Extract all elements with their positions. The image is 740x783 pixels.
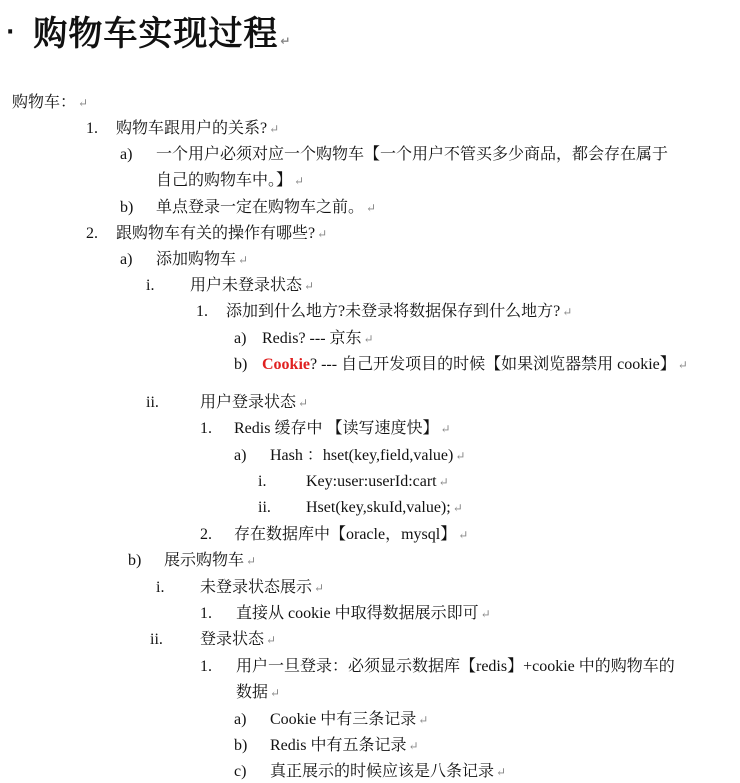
list-item bbox=[200, 524, 468, 546]
list-marker: 1. bbox=[200, 605, 212, 622]
list-item-text: Redis 中有五条记录 bbox=[270, 737, 407, 754]
list-marker: ii. bbox=[150, 631, 163, 648]
list-marker: a) bbox=[234, 711, 247, 728]
list-item bbox=[146, 392, 308, 414]
list-item bbox=[128, 550, 256, 572]
list-marker: i. bbox=[146, 277, 155, 294]
paragraph-mark-icon: ↵ bbox=[294, 174, 305, 188]
list-item-text: 直接从 cookie 中取得数据展示即可 bbox=[236, 605, 479, 622]
list-item bbox=[86, 223, 327, 245]
bullet-icon: · bbox=[6, 20, 16, 45]
paragraph-mark-icon: ↵ bbox=[270, 686, 281, 700]
list-item bbox=[258, 471, 449, 493]
paragraph-mark-icon: ↵ bbox=[496, 765, 507, 779]
list-item bbox=[120, 144, 668, 166]
paragraph-mark-icon: ↵ bbox=[246, 554, 257, 568]
list-item-text: 存在数据库中【oracle，mysql】 bbox=[234, 526, 457, 543]
list-item-text: 自己的购物车中。】 bbox=[156, 172, 293, 189]
paragraph-mark-icon: ↵ bbox=[269, 122, 280, 136]
list-item bbox=[234, 709, 428, 731]
list-marker: c) bbox=[234, 763, 247, 780]
cookie-highlight: Cookie bbox=[262, 356, 310, 373]
paragraph-mark-icon: ↵ bbox=[266, 633, 277, 647]
list-item bbox=[258, 497, 463, 519]
list-marker: a) bbox=[234, 447, 247, 464]
list-item bbox=[196, 301, 572, 323]
list-item-text: ? --- 自己开发项目的时候【如果浏览器禁用 cookie】 bbox=[310, 356, 676, 373]
list-marker: b) bbox=[234, 356, 248, 373]
list-item-text: Redis 缓存中 【读写速度快】 bbox=[234, 420, 439, 437]
list-marker: b) bbox=[120, 199, 134, 216]
paragraph-mark-icon: ↵ bbox=[480, 607, 491, 621]
list-item-text: 添加到什么地方?未登录将数据保存到什么地方? bbox=[226, 303, 561, 320]
list-marker: i. bbox=[156, 579, 165, 596]
list-item bbox=[12, 92, 88, 114]
paragraph-mark-icon: ↵ bbox=[238, 253, 249, 267]
paragraph-mark-icon: ↵ bbox=[440, 422, 451, 436]
list-marker: ii. bbox=[146, 394, 159, 411]
paragraph-mark-icon: ↵ bbox=[458, 528, 469, 542]
title-text: 购物车实现过程 bbox=[33, 14, 279, 54]
list-item-text: 真正展示的时候应该是八条记录 bbox=[270, 763, 495, 780]
list-marker: 1. bbox=[86, 120, 98, 137]
list-item bbox=[156, 577, 324, 599]
list-marker: ii. bbox=[258, 499, 271, 516]
list-item bbox=[234, 328, 374, 350]
document-title bbox=[6, 6, 291, 55]
list-item bbox=[234, 735, 419, 757]
list-item bbox=[120, 197, 376, 219]
list-marker: b) bbox=[234, 737, 248, 754]
list-marker: i. bbox=[258, 473, 267, 490]
list-item-text: 未登录状态展示 bbox=[200, 579, 313, 596]
list-item bbox=[200, 656, 675, 678]
list-item-text: 一个用户必须对应一个购物车【一个用户不管买多少商品，都会存在属于 bbox=[156, 146, 669, 163]
list-marker: a) bbox=[234, 330, 247, 347]
list-item-text: 登录状态 bbox=[200, 631, 265, 648]
paragraph-mark-icon: ↵ bbox=[455, 449, 466, 463]
list-item-text: 单点登录一定在购物车之前。 bbox=[156, 199, 365, 216]
list-item-text: 购物车跟用户的关系? bbox=[116, 120, 268, 137]
list-item-continuation bbox=[236, 682, 280, 704]
paragraph-mark-icon: ↵ bbox=[298, 396, 309, 410]
list-item bbox=[150, 629, 276, 651]
paragraph-mark-icon: ↵ bbox=[366, 201, 377, 215]
paragraph-mark-icon: ↵ bbox=[280, 34, 292, 48]
list-marker: 1. bbox=[200, 658, 212, 675]
list-marker: 1. bbox=[196, 303, 208, 320]
list-marker: a) bbox=[120, 251, 133, 268]
list-item-text: Hset(key,skuId,value); bbox=[306, 499, 451, 516]
list-marker: 1. bbox=[200, 420, 212, 437]
list-item-text: 用户登录状态 bbox=[200, 394, 297, 411]
list-item bbox=[200, 418, 451, 440]
list-item bbox=[200, 603, 491, 625]
list-item-text: 数据 bbox=[236, 684, 269, 701]
list-item-continuation bbox=[156, 170, 304, 192]
paragraph-mark-icon: ↵ bbox=[317, 227, 328, 241]
list-item bbox=[234, 354, 688, 376]
list-item bbox=[234, 445, 465, 467]
list-item-text: 展示购物车 bbox=[164, 552, 245, 569]
list-item-text: Key:user:userId:cart bbox=[306, 473, 437, 490]
list-marker: 2. bbox=[200, 526, 212, 543]
paragraph-mark-icon: ↵ bbox=[304, 279, 315, 293]
paragraph-mark-icon: ↵ bbox=[562, 305, 573, 319]
list-item bbox=[234, 761, 506, 783]
paragraph-mark-icon: ↵ bbox=[452, 501, 463, 515]
list-item-text: 跟购物车有关的操作有哪些? bbox=[116, 225, 316, 242]
list-item bbox=[146, 275, 314, 297]
paragraph-mark-icon: ↵ bbox=[363, 332, 374, 346]
paragraph-mark-icon: ↵ bbox=[408, 739, 419, 753]
paragraph-mark-icon: ↵ bbox=[438, 475, 449, 489]
list-marker: b) bbox=[128, 552, 142, 569]
paragraph-mark-icon: ↵ bbox=[314, 581, 325, 595]
list-marker: a) bbox=[120, 146, 133, 163]
list-item-text: 购物车： bbox=[12, 94, 77, 111]
paragraph-mark-icon: ↵ bbox=[418, 713, 429, 727]
list-item-text: 添加购物车 bbox=[156, 251, 237, 268]
list-item-text: 用户一旦登录：必须显示数据库【redis】+cookie 中的购物车的 bbox=[236, 658, 675, 675]
list-item bbox=[86, 118, 279, 140]
list-item-text: Cookie 中有三条记录 bbox=[270, 711, 417, 728]
paragraph-mark-icon: ↵ bbox=[78, 96, 89, 110]
list-marker: 2. bbox=[86, 225, 98, 242]
list-item-text: 用户未登录状态 bbox=[190, 277, 303, 294]
paragraph-mark-icon: ↵ bbox=[677, 358, 688, 372]
list-item-text: Hash ：hset(key,field,value) bbox=[270, 447, 454, 464]
list-item-text: Redis? --- 京东 bbox=[262, 330, 362, 347]
list-item bbox=[120, 249, 248, 271]
